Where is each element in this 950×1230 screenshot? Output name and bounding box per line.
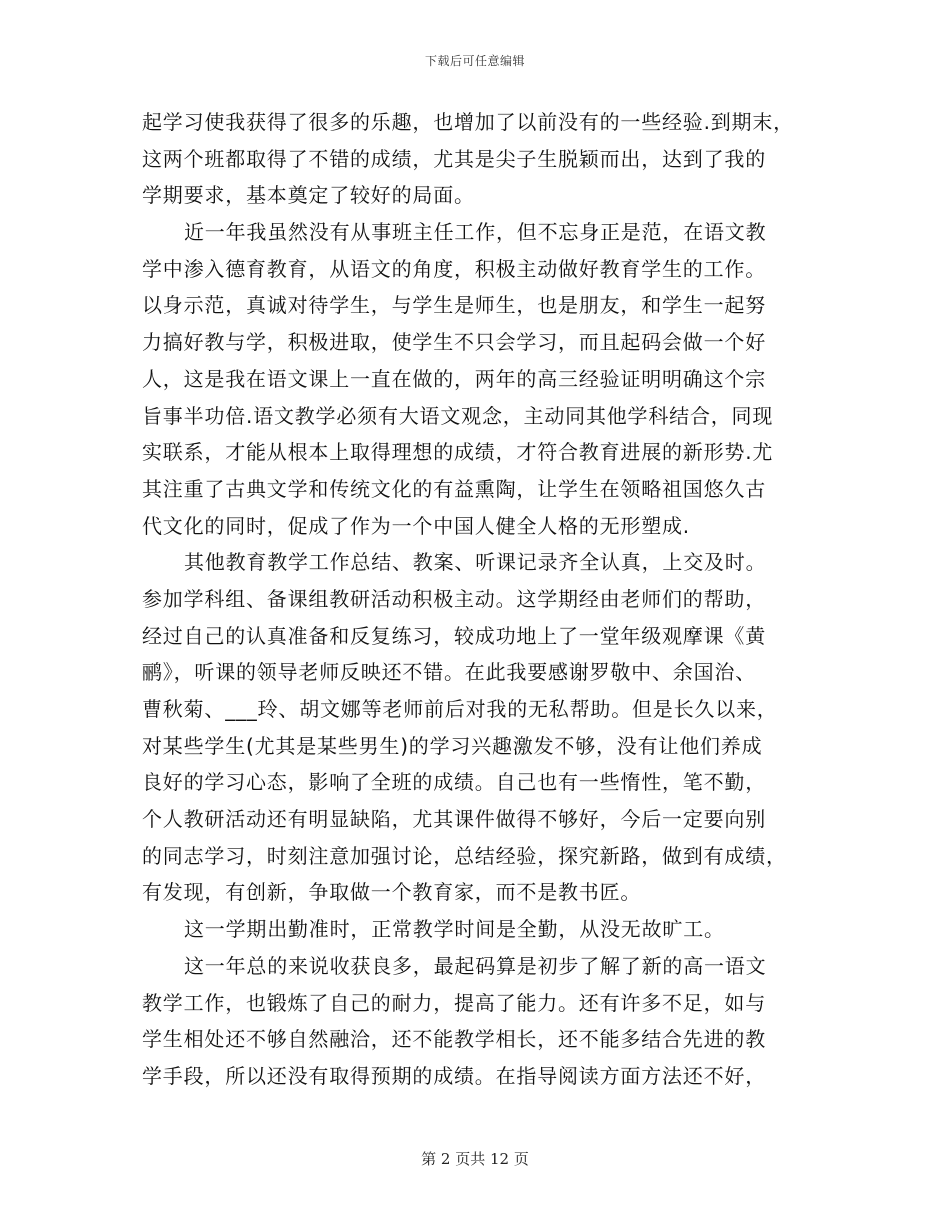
text-line: 代文化的同时，促成了作为一个中国人健全人格的无形塑成. — [142, 513, 690, 538]
text-line: 学手段，所以还没有取得预期的成绩。在指导阅读方面方法还不好， — [142, 1063, 766, 1088]
text-line: 教学工作，也锻炼了自己的耐力，提高了能力。还有许多不足，如与 — [142, 990, 766, 1015]
text-line: 学中渗入德育教育，从语文的角度，积极主动做好教育学生的工作。 — [142, 256, 766, 281]
paragraph-start-line: 这一年总的来说收获良多，最起码算是初步了解了新的高一语文 — [184, 953, 767, 978]
text-line: 鹂》，听课的领导老师反映还不错。在此我要感谢罗敬中、余国治、 — [142, 660, 756, 685]
text-line: 的同志学习，时刻注意加强讨论，总结经验，探究新路，做到有成绩， — [142, 843, 787, 868]
text-line: 力搞好教与学，积极进取，使学生不只会学习，而且起码会做一个好 — [142, 330, 766, 355]
text-line: 其注重了古典文学和传统文化的有益熏陶，让学生在领略祖国悠久古 — [142, 476, 766, 501]
text-line: 这两个班都取得了不错的成绩，尤其是尖子生脱颖而出，达到了我的 — [142, 146, 766, 171]
text-line: 人，这是我在语文课上一直在做的，两年的高三经验证明明确这个宗 — [142, 366, 766, 391]
paragraph-start-line: 其他教育教学工作总结、教案、听课记录齐全认真，上交及时。 — [184, 550, 767, 575]
text-line: 有发现，有创新，争取做一个教育家，而不是教书匠。 — [142, 880, 642, 905]
document-body — [142, 104, 822, 1095]
paragraph-start-line: 近一年我虽然没有从事班主任工作，但不忘身正是范，在语文教 — [184, 220, 767, 245]
page-number-footer: 第 2 页共 12 页 — [421, 1150, 529, 1168]
text-line: 个人教研活动还有明显缺陷，尤其课件做得不够好，今后一定要向别 — [142, 807, 766, 832]
paragraph-start-line: 这一学期出勤准时，正常教学时间是全勤，从没无故旷工。 — [184, 917, 725, 942]
text-line: 实联系，才能从根本上取得理想的成绩，才符合教育进展的新形势.尤 — [142, 440, 774, 465]
text-line: 起学习使我获得了很多的乐趣，也增加了以前没有的一些经验.到期末， — [142, 110, 794, 134]
text-line: 学期要求，基本奠定了较好的局面。 — [142, 183, 475, 208]
text-line: 经过自己的认真准备和反复练习，较成功地上了一堂年级观摩课《黄 — [142, 623, 766, 648]
text-line: 学生相处还不够自然融洽，还不能教学相长，还不能多结合先进的教 — [142, 1027, 766, 1052]
page-header: 下载后可任意编辑 — [424, 54, 525, 68]
text-line: 以身示范，真诚对待学生，与学生是师生，也是朋友，和学生一起努 — [142, 293, 766, 318]
text-line: 参加学科组、备课组教研活动积极主动。这学期经由老师们的帮助， — [142, 586, 766, 611]
text-line: 曹秋菊、___玲、胡文娜等老师前后对我的无私帮助。但是长久以来， — [142, 697, 778, 721]
text-line: 良好的学习心态，影响了全班的成绩。自己也有一些惰性，笔不勤， — [142, 770, 766, 795]
text-line: 对某些学生(尤其是某些男生)的学习兴趣激发不够，没有让他们养成 — [142, 733, 763, 758]
text-line: 旨事半功倍.语文教学必须有大语文观念，主动同其他学科结合，同现 — [142, 403, 774, 428]
